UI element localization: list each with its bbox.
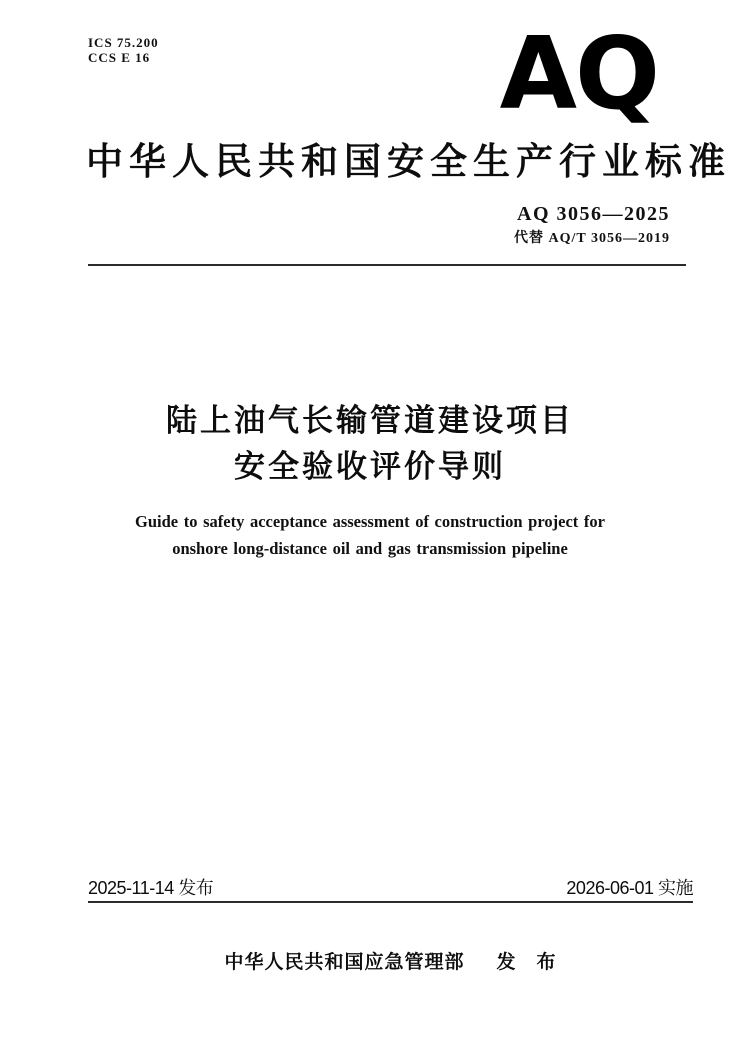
standard-type-heading: 中华人民共和国安全生产行业标准 — [86, 141, 731, 182]
publish-label: 发 布 — [496, 952, 557, 973]
publisher: 中华人民共和国应急管理部 — [224, 952, 465, 973]
standard-number: AQ 3056—2025 — [517, 203, 670, 225]
ccs-code: CCS E 16 — [88, 50, 151, 65]
ics-code: ICS 75.200 — [88, 35, 159, 50]
bottom-divider — [88, 901, 693, 903]
issue-date: 2025-11-14 发布 — [88, 878, 214, 898]
aq-logo: AQ — [499, 15, 658, 132]
top-divider — [88, 264, 686, 266]
title-english-line1: Guide to safety acceptance assessment of construction project for — [135, 512, 605, 531]
standard-number-block — [514, 202, 670, 248]
title-chinese-line1: 陆上油气长输管道建设项目 — [166, 403, 574, 438]
title-chinese — [70, 398, 670, 490]
publisher-row — [88, 950, 693, 976]
title-english-line2: onshore long-distance oil and gas transmission pipeline — [172, 539, 568, 558]
classification-codes — [88, 35, 159, 65]
title-chinese-line2: 安全验收评价导则 — [234, 449, 506, 484]
title-english — [50, 508, 690, 562]
implementation-date: 2026-06-01 实施 — [566, 878, 693, 898]
dates-row — [88, 877, 693, 899]
replaces-note: 代替 AQ/T 3056—2019 — [514, 231, 670, 246]
